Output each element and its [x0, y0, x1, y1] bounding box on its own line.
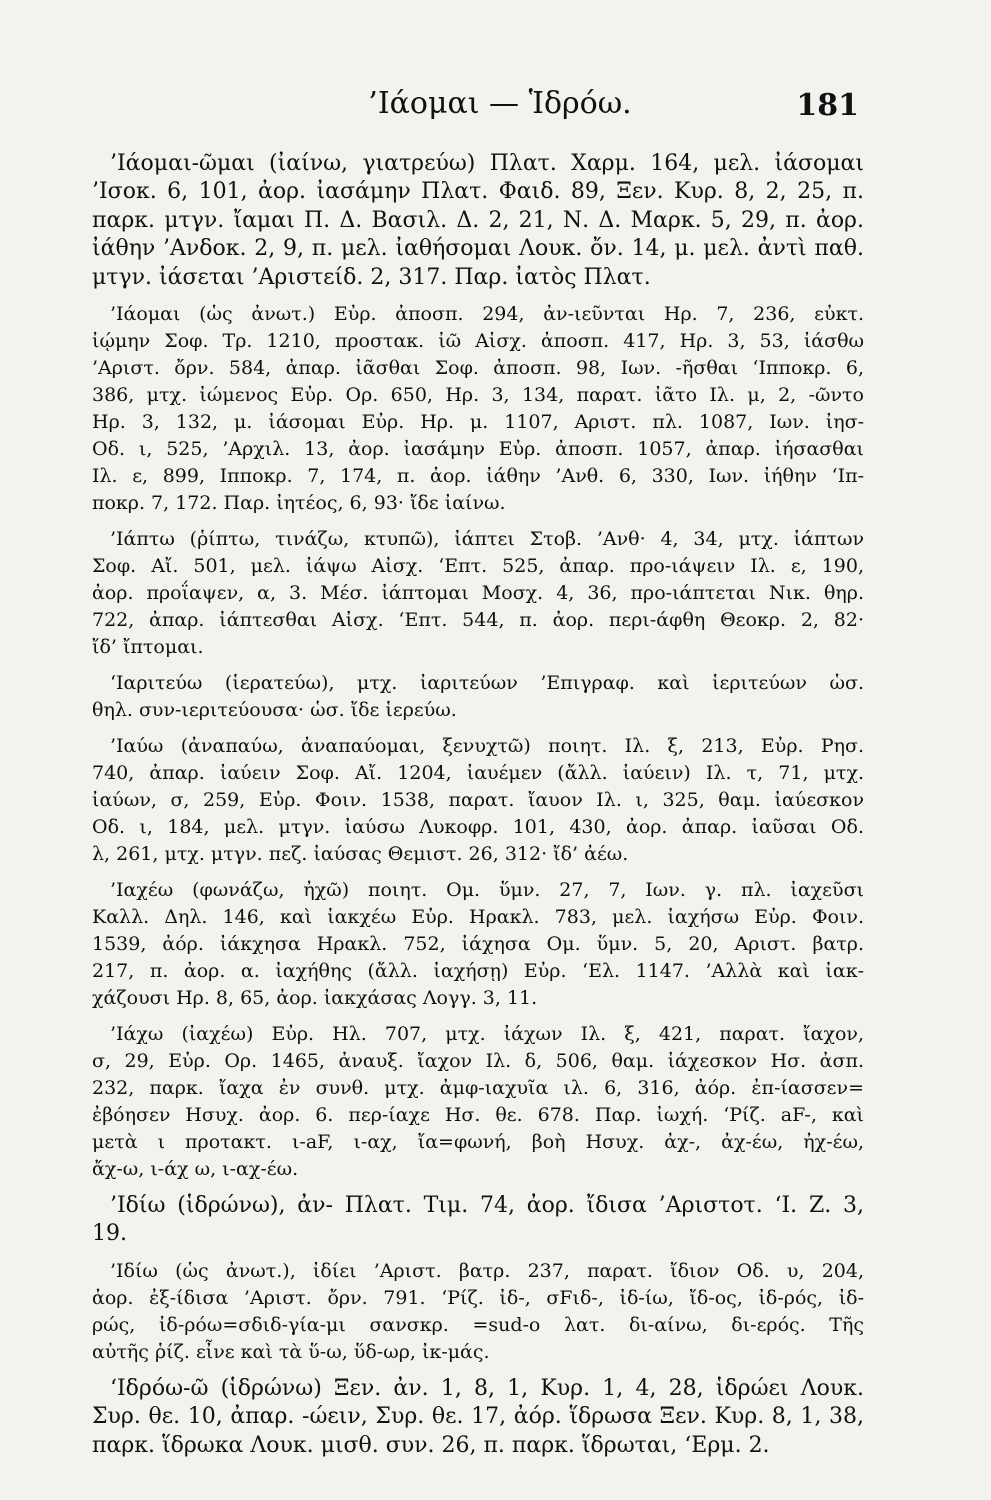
entry-headword-line: ’Ιδίω (ὡς ἀνωτ.), ἰδίει ’Αριστ. βατρ. 237, παρατ. ἴδιον Οδ. υ, 204,: [110, 1259, 864, 1282]
entry-line: 217, π. ἀορ. α. ἰαχήθης (ἄλλ. ἰαχήσῃ) Εὐρ. ‘Ελ. 1147. ’Αλλὰ καὶ ἰακ-: [92, 960, 864, 983]
entry-line: αὐτῆς ῥίζ. εἶνε καὶ τὰ ὕ-ω, ὕδ-ωρ, ἰκ-μάς.: [92, 1340, 490, 1363]
entry-line: ’Ισοκ. 6, 101, ἀορ. ἰασάμην Πλατ. Φαιδ. 89, Ξεν. Κυρ. 8, 2, 25, π.: [92, 179, 864, 205]
entry-headword-line: ’Ιάπτω (ῥίπτω, τινάζω, κτυπῶ), ἰάπτει Στοβ. ’Ανθ· 4, 34, μτχ. ἰάπτων: [110, 528, 864, 551]
entry-line: παρκ. μτγν. ἴαμαι Π. Δ. Βασιλ. Δ. 2, 21, Ν. Δ. Μαρκ. 5, 29, π. ἀορ.: [92, 207, 864, 233]
entry-headword-line: ’Ιαχέω (φωνάζω, ἠχῶ) ποιητ. Ομ. ὕμν. 27, 7, Ιων. γ. πλ. ἰαχεῦσι: [110, 879, 864, 902]
dictionary-entry: [92, 526, 864, 661]
entry-line: μετὰ ι προτακτ. ι-aF, ι-αχ, ἴα=φωνή, βοὴ Ησυχ. ἀχ-, ἀχ-έω, ἠχ-έω,: [92, 1131, 864, 1154]
entry-line: Σοφ. Αἴ. 501, μελ. ἰάψω Αἰσχ. ‘Επτ. 525, ἀπαρ. προ-ιάψειν Ιλ. ε, 190,: [92, 555, 864, 578]
dictionary-entry: [92, 733, 864, 868]
entry-headword-line: ’Ιάομαι (ὡς ἀνωτ.) Εὐρ. ἀποσπ. 294, ἀν-ιεῦνται Ηρ. 7, 236, εὐκτ.: [110, 303, 864, 326]
entry-line: ἄχ-ω, ι-άχ ω, ι-αχ-έω.: [92, 1158, 299, 1181]
entry-line: ἰάθην ’Ανδοκ. 2, 9, π. μελ. ἰαθήσομαι Λουκ. ὄν. 14, μ. μελ. ἀντὶ παθ.: [92, 236, 864, 262]
entry-headword-line: ’Ιάχω (ἰαχέω) Εὐρ. Ηλ. 707, μτχ. ἰάχων Ιλ. ξ, 421, παρατ. ἴαχον,: [110, 1023, 864, 1046]
entry-line: ἰαύων, σ, 259, Εὐρ. Φοιν. 1538, παρατ. ἴαυον Ιλ. ι, 325, θαμ. ἰαύεσκον: [92, 789, 864, 812]
entry-line: Ηρ. 3, 132, μ. ἰάσομαι Εὐρ. Ηρ. μ. 1107, Αριστ. πλ. 1087, Ιων. ἰησ-: [92, 411, 864, 434]
entry-line: Ιλ. ε, 899, Ιπποκρ. 7, 174, π. ἀορ. ἰάθην ’Ανθ. 6, 330, Ιων. ἰήθην ‘Ιπ-: [92, 465, 864, 488]
entry-headword-line: ’Ιαύω (ἀναπαύω, ἀναπαύομαι, ξενυχτῶ) ποιητ. Ιλ. ξ, 213, Εὐρ. Ρησ.: [110, 735, 864, 758]
entry-line: 740, ἀπαρ. ἰαύειν Σοφ. Αἴ. 1204, ἰαυέμεν (ἄλλ. ἰαύειν) Ιλ. τ, 71, μτχ.: [92, 762, 864, 785]
entry-line: Συρ. θε. 10, ἀπαρ. -ώειν, Συρ. θε. 17, ἀόρ. ἵδρωσα Ξεν. Κυρ. 8, 1, 38,: [92, 1404, 864, 1430]
entry-line: μτγν. ἰάσεται ’Αριστείδ. 2, 317. Παρ. ἰατὸς Πλατ.: [92, 264, 651, 290]
page-number: 181: [796, 88, 859, 123]
dictionary-entry: [92, 1375, 864, 1460]
dictionary-entry: [92, 1258, 864, 1366]
dictionary-entry: [92, 1192, 864, 1249]
entry-line: 1539, ἀόρ. ἰάκχησα Ηρακλ. 752, ἰάχησα Ομ. ὕμν. 5, 20, Αριστ. βατρ.: [92, 933, 864, 956]
entry-line: χάζουσι Ηρ. 8, 65, ἀορ. ἰακχάσας Λογγ. 3, 11.: [92, 987, 538, 1010]
entry-line: Καλλ. Δηλ. 146, καὶ ἰακχέω Εὐρ. Ηρακλ. 783, μελ. ἰαχήσω Εὐρ. Φοιν.: [92, 906, 864, 929]
entry-line: Οδ. ι, 525, ’Αρχιλ. 13, ἀορ. ἰασάμην Εὐρ. ἀποσπ. 1057, ἀπαρ. ἰήσασθαι: [92, 438, 864, 461]
entry-line: ἀορ. προΐαψεν, α, 3. Μέσ. ἰάπτομαι Μοσχ. 4, 36, προ-ιάπτεται Νικ. θηρ.: [92, 582, 864, 605]
entry-line: ἐβόησεν Ησυχ. ἀορ. 6. περ-ίαχε Ησ. θε. 678. Παρ. ἰωχή. ‘Ρίζ. aF-, καὶ: [92, 1104, 864, 1127]
entry-line: ποκρ. 7, 172. Παρ. ἰητέος, 6, 93· ἴδε ἰαίνω.: [92, 492, 506, 515]
dictionary-entry: [92, 877, 864, 1012]
entry-headword-line: ‘Ιδρόω-ῶ (ἱδρώνω) Ξεν. ἀν. 1, 8, 1, Κυρ. 1, 4, 28, ἱδρώει Λουκ.: [110, 1375, 864, 1401]
entry-line: παρκ. ἵδρωκα Λουκ. μισθ. συν. 26, π. παρκ. ἵδρωται, ‘Ερμ. 2.: [92, 1432, 770, 1458]
entry-line: 232, παρκ. ἴαχα ἐν συνθ. μτχ. ἀμφ-ιαχυῖα ιλ. 6, 316, ἀόρ. ἐπ-ίασσεν=: [92, 1077, 864, 1100]
entry-line: 19.: [92, 1221, 127, 1247]
entry-headword-line: ’Ιάομαι-ῶμαι (ἰαίνω, γιατρεύω) Πλατ. Χαρμ. 164, μελ. ἰάσομαι: [110, 151, 864, 176]
entry-line: ρώς, ἰδ-ρόω=σδιδ-γία-μι σανσκρ. =sud-o λατ. δι-αίνω, δι-ερός. Τῆς: [92, 1313, 864, 1336]
dictionary-entry: [92, 1021, 864, 1183]
entry-line: ’Αριστ. ὄρν. 584, ἀπαρ. ἰᾶσθαι Σοφ. ἀποσπ. 98, Ιων. -ῆσθαι ‘Ιπποκρ. 6,: [92, 357, 864, 380]
entry-line: Οδ. ι, 184, μελ. μτγν. ἰαύσω Λυκοφρ. 101, 430, ἀορ. ἀπαρ. ἰαῦσαι Οδ.: [92, 816, 864, 839]
dictionary-entry: [92, 150, 864, 292]
entry-headword-line: ‘Ιαριτεύω (ἱερατεύω), μτχ. ἰαριτεύων ’Επιγραφ. καὶ ἱεριτεύων ὡσ.: [110, 672, 864, 695]
page-header: [0, 86, 991, 136]
entry-line: 722, ἀπαρ. ἰάπτεσθαι Αἰσχ. ‘Επτ. 544, π. ἀορ. περι-άφθη Θεοκρ. 2, 82·: [92, 609, 864, 632]
entry-line: σ, 29, Εὐρ. Ορ. 1465, ἀναυξ. ἴαχον Ιλ. δ, 506, θαμ. ἰάχεσκον Ησ. ἀσπ.: [92, 1050, 864, 1073]
entry-line: ἰῴμην Σοφ. Τρ. 1210, προστακ. ἰῶ Αἰσχ. ἀποσπ. 417, Ηρ. 3, 53, ἰάσθω: [92, 330, 864, 353]
dictionary-entry: [92, 670, 864, 724]
entry-line: ἀορ. ἐξ-ίδισα ’Αριστ. ὄρν. 791. ‘Ρίζ. ἰδ-, σFιδ-, ἰδ-ίω, ἴδ-ος, ἰδ-ρός, ἰδ-: [92, 1286, 864, 1309]
entry-headword-line: ’Ιδίω (ἱδρώνω), ἀν- Πλατ. Τιμ. 74, ἀορ. ἴδισα ’Αριστοτ. ‘Ι. Ζ. 3,: [110, 1193, 864, 1219]
entry-line: ἴδ’ ἴπτομαι.: [92, 636, 204, 659]
entry-line: 386, μτχ. ἰώμενος Εὐρ. Ορ. 650, Ηρ. 3, 134, παρατ. ἰᾶτο Ιλ. μ, 2, -ῶντο: [92, 384, 864, 407]
dictionary-body: [92, 150, 864, 1469]
running-title: ’Ιάομαι — Ἱδρόω.: [368, 86, 632, 121]
entry-line: θηλ. συν-ιεριτεύουσα· ὡσ. ἴδε ἱερεύω.: [92, 699, 457, 722]
dictionary-entry: [92, 301, 864, 517]
entry-line: λ, 261, μτχ. μτγν. πεζ. ἰαύσας Θεμιστ. 26, 312· ἴδ’ ἀέω.: [92, 843, 629, 866]
